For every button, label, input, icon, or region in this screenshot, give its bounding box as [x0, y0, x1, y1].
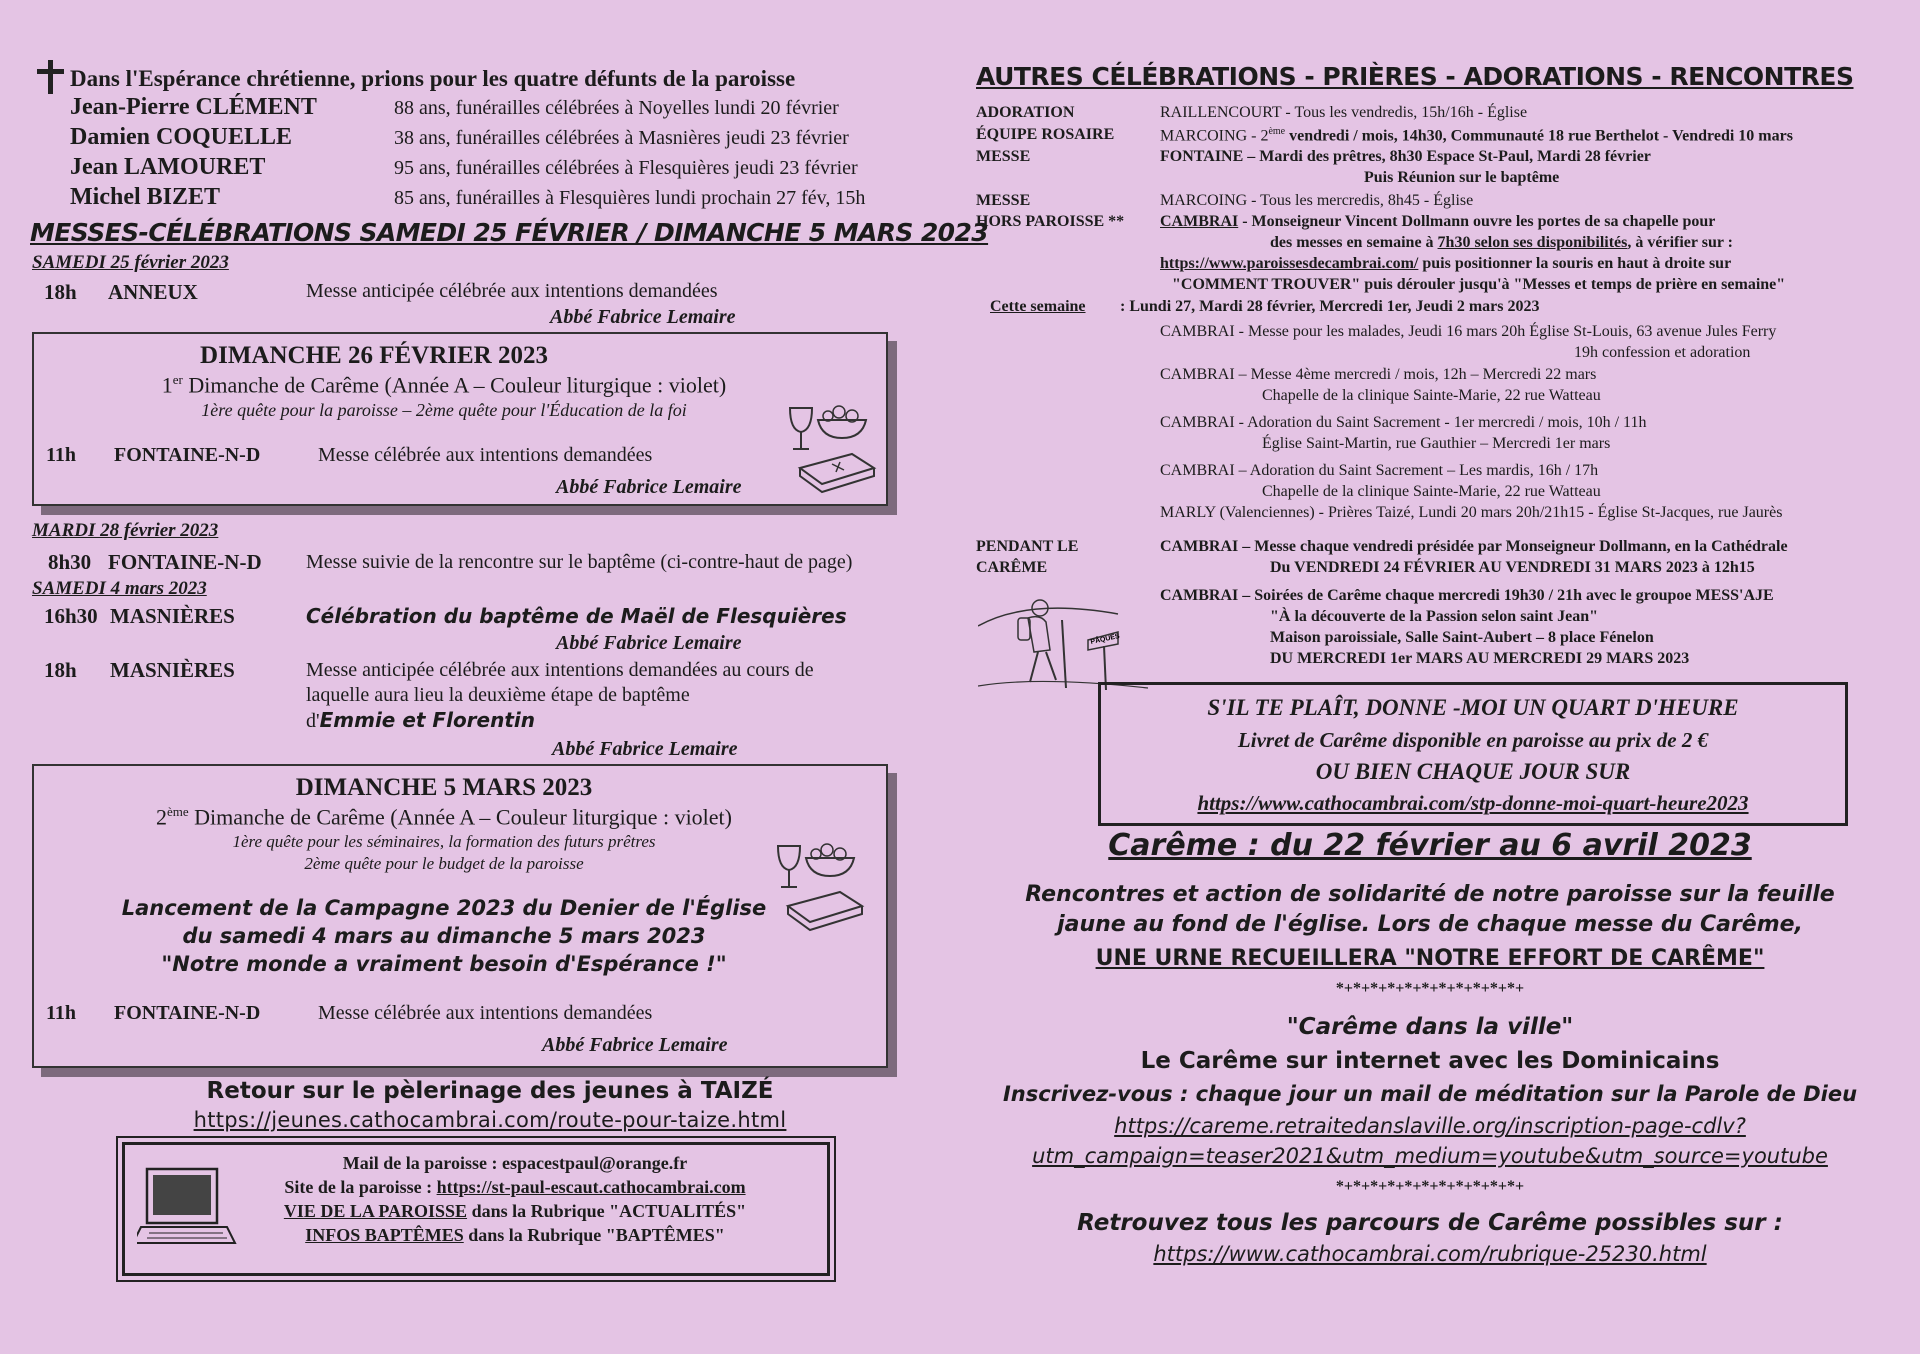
- dimanche-26-box: [32, 332, 888, 506]
- quete-info: 1ère quête pour la paroisse – 2ème quête pour l'Éducation de la foi: [201, 400, 687, 420]
- event-text: MARCOING - 2ème vendredi / mois, 14h30, Communauté 18 rue Berthelot - Vendredi 10 mars: [1160, 126, 1793, 145]
- mass-time: 11h: [46, 444, 77, 466]
- taize-title: Retour sur le pèlerinage des jeunes à TAIZÉ: [206, 1078, 774, 1104]
- event-text: https://www.paroissesdecambrai.com/ puis positionner la souris en haut à droite sur: [1160, 255, 1732, 272]
- denier-dates: du samedi 4 mars au dimanche 5 mars 2023: [182, 924, 706, 948]
- paques-sign-text: PÂQUES: [1089, 632, 1121, 646]
- defunt-name: Michel BIZET: [70, 184, 221, 210]
- section-label: MESSE: [976, 148, 1031, 165]
- event-text: Chapelle de la clinique Sainte-Marie, 22 rue Watteau: [1262, 387, 1601, 404]
- quete-info: 1ère quête pour les séminaires, la formation des futurs prêtres: [232, 832, 656, 851]
- section-label: CARÊME: [976, 559, 1048, 576]
- event-text: Chapelle de la clinique Sainte-Marie, 22 rue Watteau: [1262, 483, 1601, 500]
- event-text: CAMBRAI – Messe 4ème mercredi / mois, 12h – Mercredi 22 mars: [1160, 366, 1597, 383]
- defunt-info: 38 ans, funérailles célébrées à Masnières jeudi 23 février: [394, 127, 849, 149]
- careme-dates: Carême : du 22 février au 6 avril 2023: [1108, 828, 1752, 863]
- chalice-bread-bible-icon: [774, 840, 870, 936]
- event-text: : Lundi 27, Mardi 28 février, Mercredi 1er, Jeudi 2 mars 2023: [1120, 298, 1540, 315]
- computer-icon: [137, 1167, 237, 1249]
- mass-time: 18h: [44, 658, 77, 682]
- event-text: CAMBRAI - Monseigneur Vincent Dollmann ouvre les portes de sa chapelle pour: [1160, 213, 1716, 230]
- defunts-title: Dans l'Espérance chrétienne, prions pour les quatre défunts de la paroisse: [70, 66, 796, 91]
- date-heading: MARDI 28 février 2023: [32, 520, 219, 541]
- urne-line: UNE URNE RECUEILLERA "NOTRE EFFORT DE CARÊME": [1095, 946, 1765, 971]
- event-text: 19h confession et adoration: [1574, 344, 1751, 361]
- livret-info: Livret de Carême disponible en paroisse au prix de 2 €: [1237, 728, 1709, 752]
- denier-campaign: Lancement de la Campagne 2023 du Denier de l'Église: [121, 896, 767, 920]
- mass-description: Messe anticipée célébrée aux intentions demandées au cours de: [306, 659, 814, 681]
- chalice-bread-bible-icon: [786, 402, 882, 498]
- sunday-subtitle: 1er Dimanche de Carême (Année A – Couleur liturgique : violet): [161, 372, 727, 398]
- date-heading: SAMEDI 4 mars 2023: [32, 578, 207, 599]
- parcours-link[interactable]: https://www.cathocambrai.com/rubrique-25230.html: [1153, 1242, 1707, 1266]
- contact-box: [122, 1142, 830, 1276]
- event-text: RAILLENCOURT - Tous les vendredis, 15h/16h - Église: [1160, 104, 1528, 121]
- chaque-jour: OU BIEN CHAQUE JOUR SUR: [1315, 759, 1631, 784]
- taize-link[interactable]: https://jeunes.cathocambrai.com/route-pour-taize.html: [193, 1108, 787, 1132]
- dimanche-5-box: [32, 764, 888, 1068]
- event-text: CAMBRAI – Messe chaque vendredi présidée par Monseigneur Dollmann, en la Cathédrale: [1160, 538, 1788, 555]
- quart-heure-box: [1098, 682, 1848, 826]
- ville-title: "Carême dans la ville": [1286, 1014, 1574, 1040]
- priest-name: Abbé Fabrice Lemaire: [542, 1034, 728, 1056]
- event-text: Église Saint-Martin, rue Gauthier – Mercredi 1er mars: [1262, 435, 1611, 452]
- right-title: AUTRES CÉLÉBRATIONS - PRIÈRES - ADORATIONS - RENCONTRES: [976, 62, 1854, 91]
- event-text: MARLY (Valenciennes) - Prières Taizé, Lundi 20 mars 20h/21h15 - Église St-Jacques, rue Jaurès: [1160, 504, 1783, 521]
- mass-place: FONTAINE-N-D: [108, 550, 262, 574]
- mass-place: ANNEUX: [108, 280, 198, 304]
- vie-line: VIE DE LA PAROISSE dans la Rubrique "ACTUALITÉS": [283, 1201, 747, 1221]
- ville-link[interactable]: utm_campaign=teaser2021&utm_medium=youtube&utm_source=youtube: [1032, 1144, 1828, 1168]
- star-divider: *+*+*+*+*+*+*+*+*+*+*+: [1335, 1178, 1525, 1195]
- mail-link[interactable]: espacestpaul@orange.fr: [501, 1153, 688, 1173]
- sunday-title: DIMANCHE 26 FÉVRIER 2023: [200, 342, 548, 369]
- site-link[interactable]: https://st-paul-escaut.cathocambrai.com: [436, 1177, 746, 1197]
- mass-time: 16h30: [44, 604, 98, 628]
- paroisses-link[interactable]: https://www.paroissesdecambrai.com/: [1160, 255, 1419, 272]
- priest-name: Abbé Fabrice Lemaire: [552, 738, 738, 760]
- defunt-info: 85 ans, funérailles à Flesquières lundi prochain 27 fév, 15h: [394, 187, 866, 209]
- ville-subtitle: Le Carême sur internet avec les Dominicains: [1140, 1048, 1720, 1074]
- section-label: MESSE: [976, 192, 1031, 209]
- solidarite-line: jaune au fond de l'église. Lors de chaque messe du Carême,: [1057, 912, 1803, 937]
- mass-description: Messe célébrée aux intentions demandées: [318, 444, 653, 466]
- denier-slogan: "Notre monde a vraiment besoin d'Espérance !": [161, 952, 727, 976]
- mail-line: Mail de la paroisse : espacestpaul@orange.fr: [342, 1153, 688, 1173]
- event-text: CAMBRAI - Adoration du Saint Sacrement - 1er mercredi / mois, 10h / 11h: [1160, 414, 1647, 431]
- event-text: CAMBRAI – Soirées de Carême chaque mercredi 19h30 / 21h avec le groupoe MESS'AJE: [1160, 587, 1774, 604]
- mass-place: FONTAINE-N-D: [114, 1002, 261, 1024]
- section-label: ÉQUIPE ROSAIRE: [976, 126, 1115, 143]
- mass-time: 18h: [44, 280, 77, 304]
- infos-line: INFOS BAPTÊMES dans la Rubrique "BAPTÊMES": [305, 1225, 725, 1245]
- event-text: MARCOING - Tous les mercredis, 8h45 - Église: [1160, 192, 1474, 209]
- quart-title: S'IL TE PLAÎT, DONNE -MOI UN QUART D'HEURE: [1207, 695, 1739, 720]
- priest-name: Abbé Fabrice Lemaire: [556, 476, 742, 498]
- ville-link[interactable]: https://careme.retraitedanslaville.org/inscription-page-cdlv?: [1114, 1114, 1746, 1138]
- section-label: PENDANT LE: [976, 538, 1079, 555]
- defunt-name: Jean-Pierre CLÉMENT: [70, 94, 317, 120]
- event-text: des messes en semaine à 7h30 selon ses disponibilités, à vérifier sur :: [1270, 234, 1733, 251]
- defunt-info: 95 ans, funérailles célébrées à Flesquières jeudi 23 février: [394, 157, 858, 179]
- mass-description: d'Emmie et Florentin: [306, 708, 535, 732]
- event-text: Maison paroissiale, Salle Saint-Aubert – 8 place Fénelon: [1270, 629, 1654, 646]
- mass-place: FONTAINE-N-D: [114, 444, 261, 466]
- date-heading: SAMEDI 25 février 2023: [32, 252, 229, 273]
- section-label: ADORATION: [976, 104, 1075, 121]
- event-text: FONTAINE – Mardi des prêtres, 8h30 Espace St-Paul, Mardi 28 février: [1160, 148, 1651, 165]
- mass-time: 11h: [46, 1002, 77, 1024]
- sunday-subtitle: 2ème Dimanche de Carême (Année A – Couleur liturgique : violet): [156, 804, 732, 830]
- event-text: Du VENDREDI 24 FÉVRIER AU VENDREDI 31 MARS 2023 à 12h15: [1270, 559, 1755, 576]
- event-text: DU MERCREDI 1er MARS AU MERCREDI 29 MARS 2023: [1270, 650, 1690, 667]
- ville-inscription: Inscrivez-vous : chaque jour un mail de méditation sur la Parole de Dieu: [1002, 1082, 1858, 1106]
- priest-name: Abbé Fabrice Lemaire: [556, 632, 742, 654]
- event-text: CAMBRAI – Adoration du Saint Sacrement – Les mardis, 16h / 17h: [1160, 462, 1599, 479]
- parcours-title: Retrouvez tous les parcours de Carême possibles sur :: [1077, 1210, 1783, 1236]
- mass-description: Messe célébrée aux intentions demandées: [318, 1002, 653, 1024]
- defunt-name: Jean LAMOURET: [70, 154, 266, 180]
- section-label: HORS PAROISSE **: [976, 213, 1125, 230]
- priest-name: Abbé Fabrice Lemaire: [550, 306, 736, 328]
- site-line: Site de la paroisse : https://st-paul-escaut.cathocambrai.com: [284, 1177, 746, 1197]
- solidarite-line: Rencontres et action de solidarité de notre paroisse sur la feuille: [1025, 882, 1835, 907]
- mass-place: MASNIÈRES: [110, 604, 235, 628]
- messes-title: MESSES-CÉLÉBRATIONS SAMEDI 25 FÉVRIER / DIMANCHE 5 MARS 2023: [30, 218, 989, 247]
- mass-place: MASNIÈRES: [110, 658, 235, 682]
- mass-description: laquelle aura lieu la deuxième étape de baptême: [306, 684, 690, 706]
- star-divider: *+*+*+*+*+*+*+*+*+*+*+: [1335, 980, 1525, 997]
- quete-info: 2ème quête pour le budget de la paroisse: [304, 854, 584, 873]
- section-label: Cette semaine: [990, 298, 1086, 315]
- cross-icon: [34, 58, 66, 96]
- mass-time: 8h30: [48, 550, 92, 574]
- event-text: Puis Réunion sur le baptême: [1364, 169, 1560, 186]
- quart-link[interactable]: https://www.cathocambrai.com/stp-donne-moi-quart-heure2023: [1197, 791, 1749, 815]
- defunt-info: 88 ans, funérailles célébrées à Noyelles lundi 20 février: [394, 97, 839, 119]
- mass-description: Messe suivie de la rencontre sur le baptême (ci-contre-haut de page): [306, 551, 853, 573]
- mass-description: Messe anticipée célébrée aux intentions demandées: [306, 280, 718, 302]
- sunday-title: DIMANCHE 5 MARS 2023: [295, 774, 593, 801]
- defunt-name: Damien COQUELLE: [70, 124, 293, 150]
- event-text: CAMBRAI - Messe pour les malades, Jeudi 16 mars 20h Église St-Louis, 63 avenue Jules Ferry: [1160, 323, 1777, 340]
- event-text: "À la découverte de la Passion selon saint Jean": [1270, 608, 1598, 625]
- mass-description: Célébration du baptême de Maël de Flesquières: [306, 604, 847, 628]
- event-text: "COMMENT TROUVER" puis dérouler jusqu'à "Messes et temps de prière en semaine": [1172, 276, 1786, 293]
